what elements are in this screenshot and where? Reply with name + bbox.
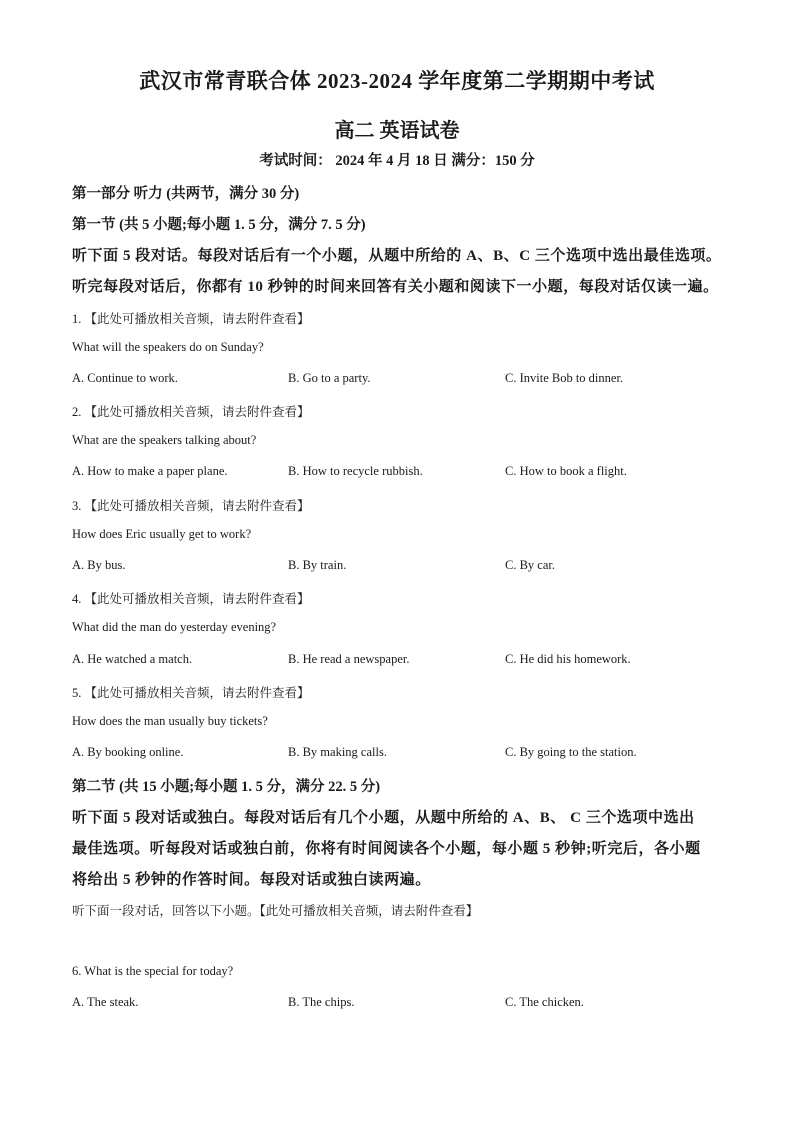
audio-placeholder: 1. 【此处可播放相关音频，请去附件查看】	[72, 312, 310, 326]
option-a: A. He watched a match.	[72, 652, 193, 666]
exam-info: 考试时间： 2024 年 4 月 18 日 满分：150 分	[259, 153, 535, 169]
option-b: B. By train.	[288, 558, 347, 572]
question-text: What are the speakers talking about?	[72, 433, 257, 447]
option-a: A. By booking online.	[72, 745, 184, 759]
option-b: B. Go to a party.	[288, 371, 371, 385]
option-c: C. By going to the station.	[505, 745, 637, 759]
audio-note: 听下面一段对话，回答以下小题。【此处可播放相关音频，请去附件查看】	[72, 904, 479, 918]
question-text: 6. What is the special for today?	[72, 964, 234, 978]
audio-placeholder: 5. 【此处可播放相关音频，请去附件查看】	[72, 686, 310, 700]
option-c: C. Invite Bob to dinner.	[505, 371, 624, 385]
option-c: C. How to book a flight.	[505, 464, 627, 478]
option-a: A. By bus.	[72, 558, 126, 572]
exam-subtitle: 高二 英语试卷	[334, 120, 460, 142]
section2-instruction-line: 将给出 5 秒钟的作答时间。每段对话或独白读两遍。	[72, 872, 431, 888]
question-text: How does Eric usually get to work?	[72, 527, 252, 541]
section1-instruction-line: 听完每段对话后，你都有 10 秒钟的时间来回答有关小题和阅读下一小题，每段对话仅读一遍。	[72, 279, 719, 295]
question-text: How does the man usually buy tickets?	[72, 714, 268, 728]
audio-placeholder: 4. 【此处可播放相关音频，请去附件查看】	[72, 592, 310, 606]
option-b: B. How to recycle rubbish.	[288, 464, 423, 478]
audio-placeholder: 3. 【此处可播放相关音频，请去附件查看】	[72, 499, 310, 513]
section2-instruction-line: 听下面 5 段对话或独白。每段对话后有几个小题，从题中所给的 A、B、 C 三个选项中选出	[72, 810, 695, 826]
section2-instruction-line: 最佳选项。听每段对话或独白前，你将有时间阅读各个小题，每小题 5 秒钟;听完后，各小题	[72, 841, 701, 857]
section1-instruction-line: 听下面 5 段对话。每段对话后有一个小题，从题中所给的 A、B、C 三个选项中选出最佳选项。	[72, 248, 722, 264]
option-c: C. The chicken.	[505, 995, 584, 1009]
section1-heading: 第一节 (共 5 小题;每小题 1. 5 分，满分 7. 5 分)	[72, 217, 366, 233]
section2-heading: 第二节 (共 15 小题;每小题 1. 5 分，满分 22. 5 分)	[72, 779, 381, 795]
option-c: C. By car.	[505, 558, 555, 572]
exam-title: 武汉市常青联合体 2023-2024 学年度第二学期期中考试	[139, 69, 655, 93]
option-b: B. The chips.	[288, 995, 355, 1009]
option-a: A. Continue to work.	[72, 371, 178, 385]
option-c: C. He did his homework.	[505, 652, 631, 666]
audio-placeholder: 2. 【此处可播放相关音频，请去附件查看】	[72, 405, 310, 419]
question-text: What will the speakers do on Sunday?	[72, 340, 264, 354]
option-a: A. How to make a paper plane.	[72, 464, 228, 478]
option-a: A. The steak.	[72, 995, 139, 1009]
question-text: What did the man do yesterday evening?	[72, 620, 277, 634]
option-b: B. He read a newspaper.	[288, 652, 410, 666]
option-b: B. By making calls.	[288, 745, 387, 759]
part1-heading: 第一部分 听力 (共两节，满分 30 分)	[72, 186, 300, 202]
